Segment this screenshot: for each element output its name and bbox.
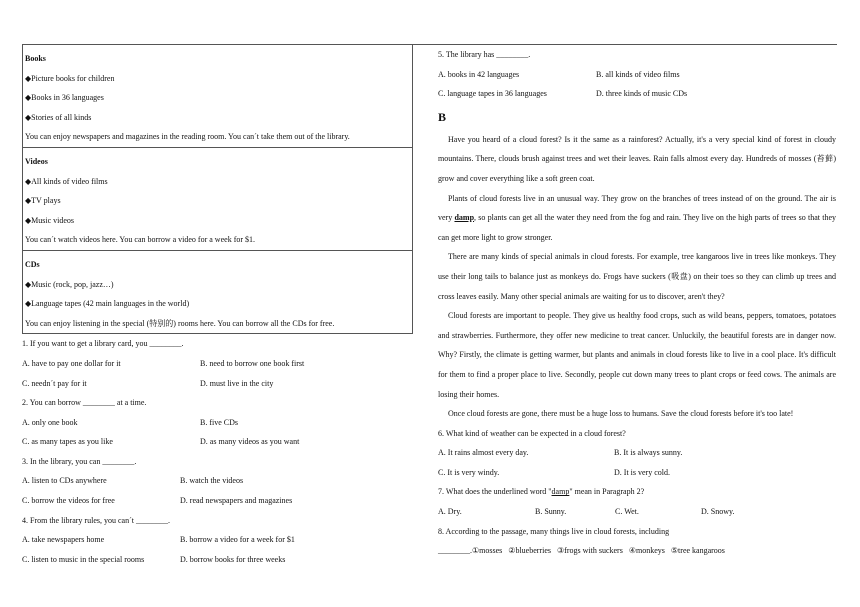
option-d: D. read newspapers and magazines: [180, 496, 293, 506]
cds-item: ◆Music (rock, pop, jazz…): [25, 279, 114, 289]
question-1-stem: 1. If you want to get a library card, you ________.: [22, 339, 184, 349]
option-a: A. Dry.: [438, 507, 462, 517]
passage-paragraph-5: Once cloud forests are gone, there must be a huge loss to humans. Save the cloud forests before it's too late!: [448, 409, 794, 419]
right-column: [438, 45, 836, 561]
option-a: A. listen to CDs anywhere: [22, 476, 107, 486]
passage-paragraph-4: Cloud forests are important to people. They give us healthy food crops, such as wild beans, peppers, tomatoes, potatoes and strawberries. Furthermore, they offer new medicine to treat cancer. Unluckily, the beautiful forests are in danger now. Why? Firstly, the climate is getting warmer, but plants and animals in cloud forests like to live in a cool place. It's difficult for them to find a proper place to live. Secondly, people cut down many trees to plant crops or feed cows. The animals are losing their homes.: [438, 311, 836, 399]
cds-heading: CDs: [25, 259, 40, 269]
passage-paragraph-1: Have you heard of a cloud forest? Is it the same as a rainforest? Actually, it's a very special kind of forest in cloudy mountains. There, clouds brush against trees and wet their leaves. Rain falls almost every day. Hundreds of mosses (苔藓) grow and cover everything like a soft green coat.: [438, 134, 836, 183]
section-letter: B: [438, 109, 447, 124]
option-d: D. must live in the city: [200, 378, 274, 388]
option-c: C. listen to music in the special rooms: [22, 554, 145, 564]
library-info-table: [22, 45, 413, 334]
question-7-stem-start: 7. What does the underlined word ": [438, 487, 552, 497]
question-4-stem: 4. From the library rules, you can´t ________.: [22, 515, 170, 525]
option-c: C. as many tapes as you like: [22, 437, 113, 447]
question-7-stem-end: " mean in Paragraph 2?: [569, 487, 645, 497]
books-heading: Books: [25, 54, 46, 63]
question-6-stem: 6. What kind of weather can be expected in a cloud forest?: [438, 428, 626, 438]
videos-note: You can´t watch videos here. You can borrow a video for a week for $1.: [25, 235, 256, 245]
option-d: D. It is very cold.: [614, 467, 670, 477]
question-7-stem: [438, 482, 836, 502]
question-2-stem: 2. You can borrow ________ at a time.: [22, 398, 147, 408]
question-8: [438, 522, 836, 561]
videos-item: ◆Music videos: [25, 215, 75, 225]
option-b: B. Sunny.: [535, 507, 567, 517]
question-5: [438, 45, 836, 104]
paragraph-2-text-start: Plants of cloud forests live in an unusual way. They grow on the branches of trees instead of on the ground. The air is very: [438, 193, 836, 223]
books-note: You can enjoy newspapers and magazines in the reading room. You can´t take them out of the library.: [25, 132, 350, 142]
question-3: [22, 452, 414, 511]
option-a: A. It rains almost every day.: [438, 448, 529, 458]
option-b: B. five CDs: [200, 417, 238, 427]
books-item: ◆Picture books for children: [25, 73, 115, 83]
question-7-underlined-word: damp: [551, 487, 570, 497]
option-c: C. borrow the videos for free: [22, 496, 115, 506]
option-b: B. borrow a video for a week for $1: [180, 535, 295, 545]
option-b: B. all kinds of video films: [596, 69, 680, 79]
question-4: [22, 511, 414, 570]
option-a: A. take newspapers home: [22, 535, 105, 545]
option-c: C. It is very windy.: [438, 467, 500, 477]
question-6: [438, 424, 836, 483]
question-3-stem: 3. In the library, you can ________.: [22, 456, 137, 466]
passage-paragraph-2: [438, 189, 836, 248]
cds-item: ◆Language tapes (42 main languages in the world): [25, 299, 190, 309]
question-2: [22, 393, 414, 452]
option-b: B. watch the videos: [180, 476, 244, 486]
question-5-stem: 5. The library has ________.: [438, 50, 531, 59]
option-a: A. books in 42 languages: [438, 69, 520, 79]
videos-item: ◆TV plays: [25, 196, 61, 206]
videos-item: ◆All kinds of video films: [25, 176, 108, 186]
books-item: ◆Stories of all kinds: [25, 112, 92, 122]
videos-section: [23, 147, 412, 250]
option-d: D. three kinds of music CDs: [596, 89, 688, 99]
option-a: A. only one book: [22, 417, 78, 427]
videos-heading: Videos: [25, 156, 48, 166]
option-c: C. language tapes in 36 languages: [438, 89, 547, 99]
cds-note: You can enjoy listening in the special (特别的) rooms here. You can borrow all the CDs for free.: [25, 318, 335, 328]
passage-paragraph-3: There are many kinds of special animals in cloud forests. For example, tree kangaroos live in trees like monkeys. They use their long tails to balance just as monkeys do. Frogs have suckers (吸盘) on their toes so they can climb up trees and cross leaves easily. Many other special animals are waiting for us to discover, aren't they?: [438, 252, 836, 301]
option-b: B. need to borrow one book first: [200, 358, 305, 368]
paragraph-2-text-end: , so plants can get all the water they need from the fog and rain. They live on the high parts of trees so that they can get more light to grow stronger.: [438, 213, 837, 242]
question-8-stem: 8. According to the passage, many things live in cloud forests, including: [438, 526, 670, 536]
books-section: [23, 45, 412, 147]
question-1: [22, 334, 414, 393]
underlined-word: damp: [454, 213, 475, 223]
cds-section: [23, 250, 412, 333]
question-8-options: ________.①mosses ②blueberries ③frogs with suckers ④monkeys ⑤tree kangaroos: [438, 546, 725, 556]
option-d: D. Snowy.: [701, 507, 735, 517]
books-item: ◆Books in 36 languages: [25, 93, 104, 103]
left-column: [22, 45, 414, 569]
option-c: C. needn´t pay for it: [22, 378, 87, 388]
option-d: D. borrow books for three weeks: [180, 554, 286, 564]
question-7: [438, 482, 836, 521]
option-b: B. It is always sunny.: [614, 448, 683, 458]
option-a: A. have to pay one dollar for it: [22, 358, 121, 368]
option-c: C. Wet.: [615, 507, 639, 517]
option-d: D. as many videos as you want: [200, 437, 300, 447]
